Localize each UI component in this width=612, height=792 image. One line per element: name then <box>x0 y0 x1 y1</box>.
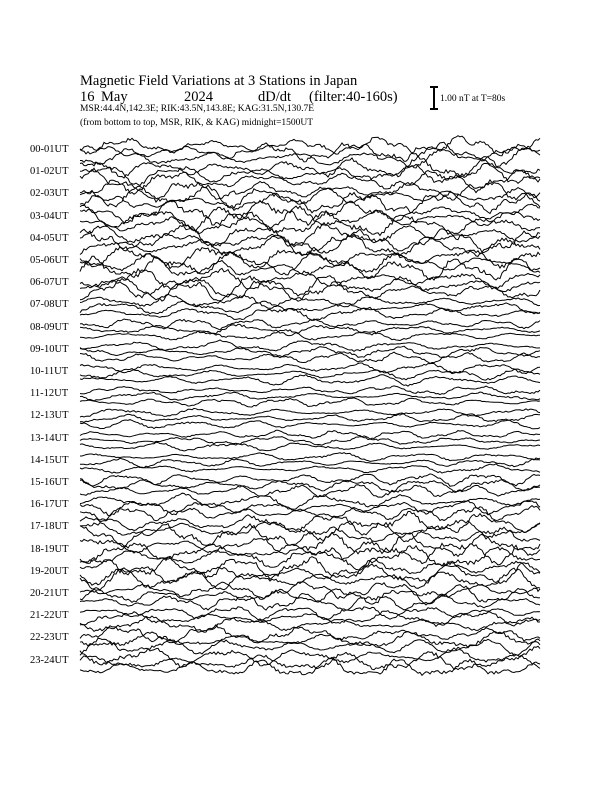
trace-rik <box>80 229 540 252</box>
hour-label: 17-18UT <box>30 521 69 533</box>
stations-list: MSR:44.4N,142.3E; RIK:43.5N,143.8E; KAG:31.5N,130.7E <box>80 104 315 114</box>
trace-msr <box>80 136 540 157</box>
hour-label: 10-11UT <box>30 366 69 377</box>
hour-label: 04-05UT <box>30 232 69 244</box>
hour-label: 20-21UT <box>30 588 69 599</box>
hour-label: 08-09UT <box>30 321 69 333</box>
hour-label: 23-24UT <box>30 654 69 666</box>
hour-label: 12-13UT <box>30 410 69 422</box>
trace-kag <box>80 524 540 546</box>
hour-label: 16-17UT <box>30 499 69 511</box>
trace-kag <box>80 375 540 387</box>
hour-label: 14-15UT <box>30 454 69 466</box>
hour-label: 05-06UT <box>30 255 69 266</box>
hour-label: 19-20UT <box>30 565 69 577</box>
hour-label: 15-16UT <box>30 477 69 488</box>
date-day: 16 <box>80 89 95 105</box>
filter-label: (filter:40-160s) <box>309 89 398 105</box>
trace-msr <box>80 453 540 462</box>
trace-rik <box>80 163 540 185</box>
trace-rik <box>80 369 540 381</box>
hour-label: 02-03UT <box>30 188 69 200</box>
trace-rik <box>80 500 540 516</box>
trace-kag <box>80 234 540 257</box>
trace-kag <box>80 420 540 429</box>
trace-msr <box>80 294 540 308</box>
quantity-label: dD/dt <box>258 89 292 105</box>
trace-kag <box>80 616 540 632</box>
date-month: May <box>101 89 128 105</box>
trace-msr <box>80 646 540 667</box>
order-note: (from bottom to top, MSR, RIK, & KAG) midnight=1500UT <box>80 118 314 128</box>
hour-label: 22-23UT <box>30 632 69 644</box>
trace-msr <box>80 247 540 269</box>
hour-label: 09-10UT <box>30 343 69 355</box>
trace-rik <box>80 346 540 357</box>
trace-rik <box>80 458 540 468</box>
trace-msr <box>80 319 540 330</box>
trace-kag <box>80 281 540 301</box>
trace-kag <box>80 594 540 611</box>
hour-label: 13-14UT <box>30 432 69 444</box>
trace-kag <box>80 464 540 473</box>
trace-rik <box>80 301 540 314</box>
trace-msr <box>80 408 540 417</box>
trace-msr <box>80 340 540 352</box>
trace-msr <box>80 625 540 643</box>
hour-label: 06-07UT <box>30 277 69 289</box>
hour-label: 03-04UT <box>30 210 69 222</box>
date-year: 2024 <box>184 89 213 105</box>
trace-kag <box>80 307 540 320</box>
hour-label: 00-01UT <box>30 144 69 155</box>
trace-msr <box>80 363 540 374</box>
scale-label: 1.00 nT at T=80s <box>440 94 506 104</box>
hour-label: 11-12UT <box>30 388 69 400</box>
trace-kag <box>80 638 540 656</box>
trace-kag <box>80 170 540 193</box>
trace-msr <box>80 493 540 509</box>
chart-title: Magnetic Field Variations at 3 Stations in Japan <box>80 73 358 89</box>
hour-label: 21-22UT <box>30 610 69 622</box>
trace-kag <box>80 330 540 341</box>
hour-label: 07-08UT <box>30 299 69 311</box>
hour-label: 01-02UT <box>30 166 69 178</box>
trace-msr <box>80 607 540 620</box>
trace-kag <box>80 442 540 451</box>
trace-kag <box>80 352 540 363</box>
hour-label: 18-19UT <box>30 543 69 555</box>
trace-msr <box>80 582 540 600</box>
trace-kag <box>80 398 540 407</box>
